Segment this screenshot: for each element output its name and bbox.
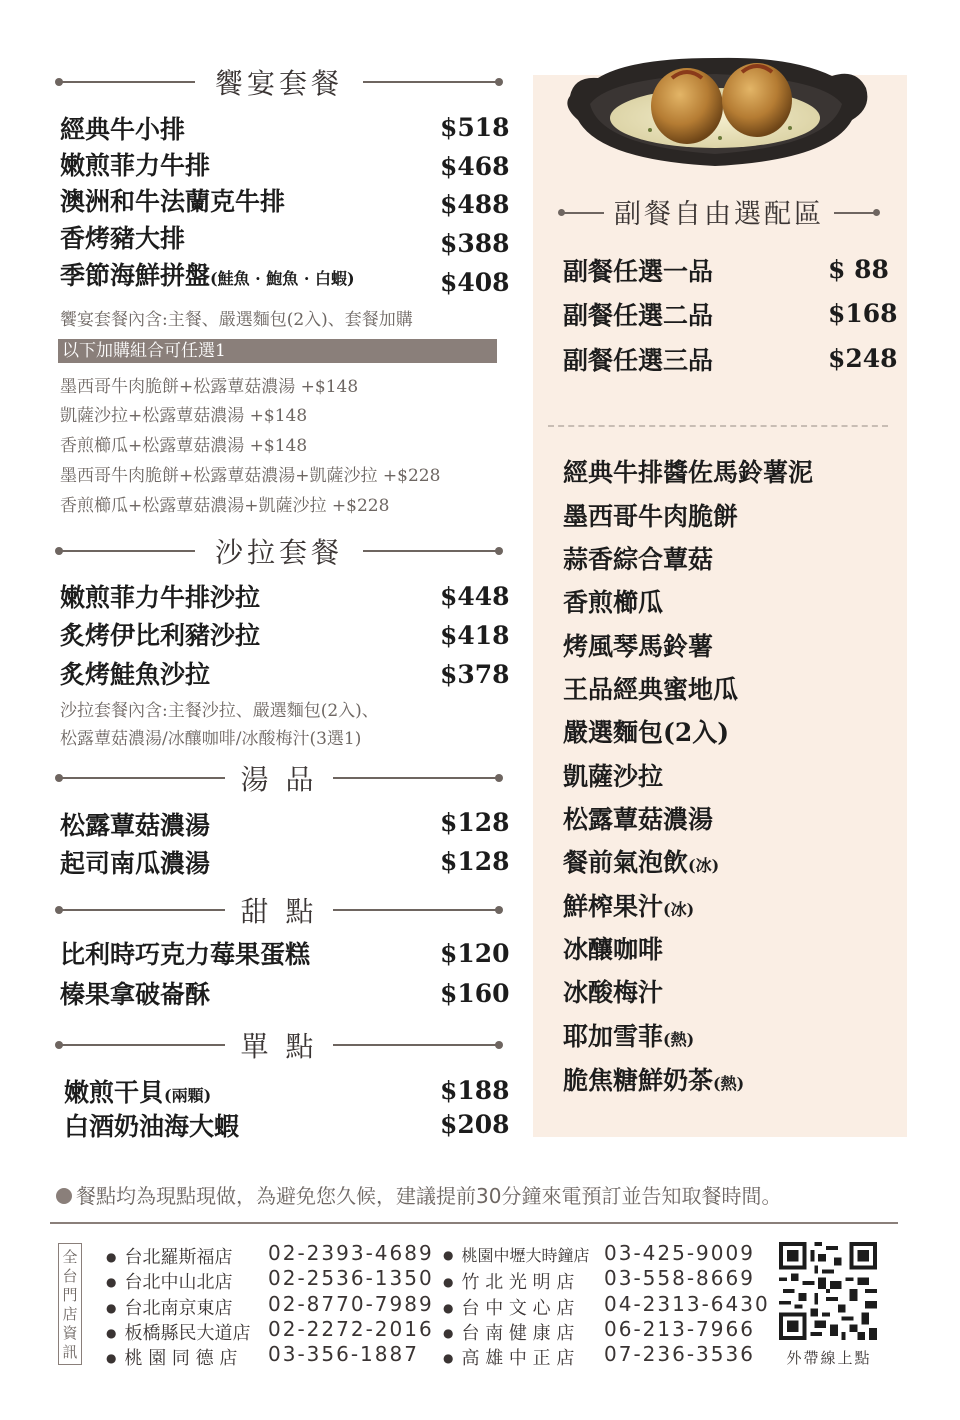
stores-label-char: 全 <box>62 1248 78 1266</box>
menu-price: $488 <box>440 190 510 219</box>
store-name <box>443 1243 590 1266</box>
addon-item: 香煎櫛瓜+松露蕈菇濃湯+凱薩沙拉 +$228 <box>60 496 390 516</box>
store-name-text: 板橋縣民大道店 <box>124 1323 251 1344</box>
store-name-text: 桃園中壢大時鐘店 <box>461 1246 590 1265</box>
side-option: 副餐任選一品 <box>563 257 714 286</box>
menu-item-detail: (兩顆) <box>164 1086 212 1105</box>
divider-line <box>363 81 499 83</box>
side-list-item: 冰酸梅汁 <box>563 978 664 1007</box>
divider-line <box>363 550 499 552</box>
menu-item-name: 季節海鮮拼盤 <box>60 261 211 290</box>
divider-line <box>333 909 499 911</box>
store-name-text: 高 雄 中 正 店 <box>461 1348 575 1369</box>
side-list-item: 松露蕈菇濃湯 <box>563 805 714 834</box>
footer-divider <box>50 1222 898 1224</box>
side-option-price: $ 88 <box>828 255 889 284</box>
menu-item <box>60 256 355 292</box>
menu-price: $408 <box>440 268 510 297</box>
store-name-text: 竹 北 光 明 店 <box>461 1272 575 1293</box>
addon-item: 凱薩沙拉+松露蕈菇濃湯 +$148 <box>60 406 308 426</box>
section-title: 副餐自由選配區 <box>614 199 824 230</box>
side-list-item <box>563 1017 694 1053</box>
menu-item-name: 嫩煎干貝 <box>64 1078 165 1107</box>
store-name <box>443 1268 574 1294</box>
section-header-dessert <box>55 890 503 930</box>
salad-note: 松露蕈菇濃湯/冰釀咖啡/冰酸梅汁(3選1) <box>60 729 362 749</box>
menu-price: $160 <box>440 979 510 1008</box>
side-list-item: 香煎櫛瓜 <box>563 588 664 617</box>
menu-price: $418 <box>440 621 510 650</box>
side-list-item: 王品經典蜜地瓜 <box>563 675 739 704</box>
bullet-icon: ● <box>106 1250 117 1264</box>
side-list-item: 凱薩沙拉 <box>563 762 664 791</box>
order-notice-text: 餐點均為現點現做，為避免您久候，建議提前30分鐘來電預訂並告知取餐時間。 <box>76 1184 782 1208</box>
side-list-item: 經典牛排醬佐馬鈴薯泥 <box>563 458 814 487</box>
side-list-item-temp: (熱) <box>663 1030 695 1049</box>
bullet-icon: ● <box>106 1351 117 1365</box>
section-title: 單 點 <box>240 1030 318 1063</box>
menu-item: 澳洲和牛法蘭克牛排 <box>60 187 286 216</box>
store-name-text: 桃 園 同 德 店 <box>124 1348 238 1369</box>
menu-item: 嫩煎菲力牛排 <box>60 151 211 180</box>
section-title: 沙拉套餐 <box>214 536 343 569</box>
side-option: 副餐任選三品 <box>563 346 714 375</box>
store-name-text: 台北羅斯福店 <box>124 1247 233 1268</box>
divider-dot <box>495 906 503 914</box>
divider-line <box>333 777 499 779</box>
baked-potato-dish-image <box>560 48 875 173</box>
store-name <box>443 1344 574 1370</box>
menu-item: 起司南瓜濃湯 <box>60 849 211 878</box>
store-phone: 03-425-9009 <box>604 1241 755 1265</box>
stores-label-char: 台 <box>62 1267 78 1285</box>
bullet-icon: ● <box>106 1275 117 1289</box>
bullet-icon: ● <box>443 1326 454 1340</box>
menu-item: 嫩煎菲力牛排沙拉 <box>60 583 261 612</box>
bullet-icon: ● <box>443 1351 454 1365</box>
menu-price: $188 <box>440 1076 510 1105</box>
bullet-icon: ● <box>443 1301 454 1315</box>
section-header-alacarte <box>55 1025 503 1065</box>
store-phone: 02-2393-4689 <box>268 1241 434 1265</box>
qr-code-label: 外帶線上點 <box>786 1349 872 1367</box>
side-list-item: 嚴選麵包(2入) <box>563 718 730 747</box>
menu-price: $120 <box>440 939 510 968</box>
side-list-item: 蒜香綜合蕈菇 <box>563 545 714 574</box>
qr-code-icon[interactable] <box>779 1242 877 1340</box>
addon-item: 墨西哥牛肉脆餅+松露蕈菇濃湯 +$148 <box>60 377 359 397</box>
menu-price: $388 <box>440 229 510 258</box>
side-option-price: $168 <box>828 299 898 328</box>
menu-item: 經典牛小排 <box>60 115 186 144</box>
addon-item: 香煎櫛瓜+松露蕈菇濃湯 +$148 <box>60 436 308 456</box>
store-name-text: 台北南京東店 <box>124 1298 233 1319</box>
store-phone: 03-558-8669 <box>604 1266 755 1290</box>
side-list-item <box>563 1061 744 1097</box>
store-phone: 06-213-7966 <box>604 1317 755 1341</box>
side-list-item-name: 鮮榨果汁 <box>563 892 664 921</box>
side-list-item-name: 耶加雪菲 <box>563 1022 664 1051</box>
menu-item-detail: (鮭魚 · 鮑魚 · 白蝦) <box>210 269 355 288</box>
section-title: 饗宴套餐 <box>214 67 343 100</box>
menu-item: 香烤豬大排 <box>60 224 186 253</box>
store-name <box>443 1294 574 1320</box>
menu-price: $448 <box>440 582 510 611</box>
stores-label-char: 資 <box>62 1324 78 1342</box>
bullet-icon: ● <box>443 1275 454 1289</box>
store-name-text: 台北中山北店 <box>124 1272 233 1293</box>
menu-item: 炙烤鮭魚沙拉 <box>60 660 211 689</box>
store-name-text: 台 南 健 康 店 <box>461 1323 575 1344</box>
store-name <box>106 1243 232 1269</box>
side-list-item: 墨西哥牛肉脆餅 <box>563 502 739 531</box>
salad-note: 沙拉套餐內含:主餐沙拉、嚴選麵包(2入)、 <box>60 701 379 721</box>
menu-item: 炙烤伊比利豬沙拉 <box>60 621 261 650</box>
store-name <box>106 1294 232 1320</box>
side-list-item-name: 脆焦糖鮮奶茶 <box>563 1066 714 1095</box>
menu-item <box>64 1073 211 1109</box>
bullet-icon <box>56 1188 72 1204</box>
divider-line <box>333 1044 499 1046</box>
store-name <box>106 1319 250 1345</box>
dashed-divider <box>548 425 888 427</box>
side-option-price: $248 <box>828 344 898 373</box>
menu-price: $128 <box>440 847 510 876</box>
banquet-note: 饗宴套餐內含:主餐、嚴選麵包(2入)、套餐加購 <box>60 310 413 330</box>
stores-label-char: 訊 <box>62 1343 78 1361</box>
menu-item: 比利時巧克力莓果蛋糕 <box>60 940 311 969</box>
menu-item: 白酒奶油海大蝦 <box>64 1112 240 1141</box>
order-notice <box>56 1180 781 1209</box>
section-header-salad <box>55 531 503 571</box>
menu-price: $378 <box>440 660 510 689</box>
store-name <box>106 1268 232 1294</box>
bullet-icon: ● <box>443 1248 454 1262</box>
stores-label-char: 門 <box>62 1286 78 1304</box>
side-option: 副餐任選二品 <box>563 301 714 330</box>
side-list-item: 烤風琴馬鈴薯 <box>563 632 714 661</box>
menu-item: 松露蕈菇濃湯 <box>60 811 211 840</box>
bullet-icon: ● <box>106 1326 117 1340</box>
divider-dot <box>495 78 503 86</box>
store-phone: 02-2272-2016 <box>268 1317 434 1341</box>
addon-item: 墨西哥牛肉脆餅+松露蕈菇濃湯+凱薩沙拉 +$228 <box>60 466 441 486</box>
bullet-icon: ● <box>106 1301 117 1315</box>
store-phone: 04-2313-6430 <box>604 1292 770 1316</box>
divider-dot <box>495 774 503 782</box>
section-header-sides <box>558 192 880 232</box>
store-name-text: 台 中 文 心 店 <box>461 1298 575 1319</box>
side-list-item-temp: (熱) <box>713 1074 745 1093</box>
divider-line <box>834 212 876 214</box>
side-list-item: 冰釀咖啡 <box>563 935 664 964</box>
side-list-item <box>563 843 719 879</box>
menu-price: $208 <box>440 1110 510 1139</box>
store-phone: 02-8770-7989 <box>268 1292 434 1316</box>
menu-price: $128 <box>440 808 510 837</box>
divider-dot <box>495 1041 503 1049</box>
stores-label <box>58 1243 82 1365</box>
side-list-item-temp: (冰) <box>663 900 695 919</box>
side-list-item-name: 餐前氣泡飲 <box>563 848 689 877</box>
store-name <box>443 1319 574 1345</box>
section-title: 湯 品 <box>240 763 318 796</box>
store-name <box>106 1344 237 1370</box>
section-title: 甜 點 <box>240 895 318 928</box>
menu-item: 榛果拿破崙酥 <box>60 980 211 1009</box>
menu-price: $518 <box>440 113 510 142</box>
store-phone: 02-2536-1350 <box>268 1266 434 1290</box>
section-header-soup <box>55 758 503 798</box>
side-list-item <box>563 887 694 923</box>
divider-dot <box>495 547 503 555</box>
menu-price: $468 <box>440 152 510 181</box>
stores-label-char: 店 <box>62 1305 78 1323</box>
addon-header-bar: 以下加購組合可任選1 <box>58 339 497 363</box>
section-header-banquet <box>55 62 503 102</box>
store-phone: 07-236-3536 <box>604 1342 755 1366</box>
store-phone: 03-356-1887 <box>268 1342 419 1366</box>
side-list-item-temp: (冰) <box>688 856 720 875</box>
divider-dot <box>873 209 880 216</box>
